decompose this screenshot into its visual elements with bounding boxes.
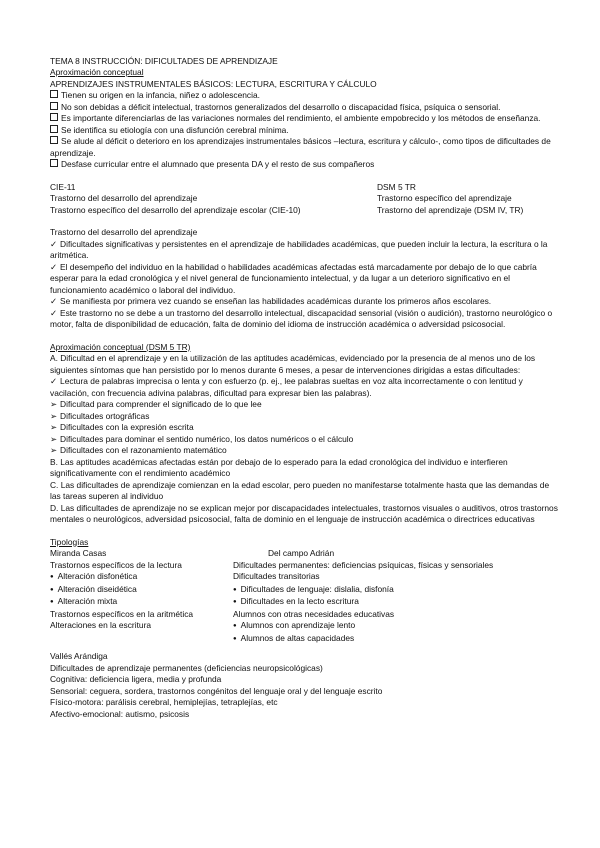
dsm-arrow-item: ➢ Dificultades con la expresión escrita [50, 422, 562, 434]
miranda-casas-item [50, 633, 233, 646]
miranda-casas-item: Trastornos específicos de la lectura [50, 559, 182, 570]
list-item: Tienen su origen en la infancia, niñez o adolescencia. [50, 90, 562, 102]
del-campo-item: ● Dificultades de lenguaje: dislalia, disfonía [233, 584, 562, 597]
tipologias-header-row [50, 548, 562, 560]
del-campo-item: Dificultades transitorias [233, 571, 320, 581]
tipologias-row [50, 596, 562, 609]
dsm-criterion-b: B. Las aptitudes académicas afectadas están por debajo de lo esperado para la edad cronológica del individuo e interfieren significativamente con el rendimiento académico [50, 456, 508, 478]
cie-heading: CIE-11 [50, 181, 76, 192]
tda-item: ✓ Este trastorno no se debe a un trastorno del desarrollo intelectual, discapacidad sensorial (visión o audición), trastorno neurológico o motor, falta de disponibilidad de educación, falta de dominio del idioma de instrucción académica o adversidad psicosocial. [50, 308, 562, 331]
dsm-arrow-item: ➢ Dificultades con el razonamiento matemático [50, 445, 562, 457]
list-item: Se identifica su etiología con una disfunción cerebral mínima. [50, 125, 562, 137]
tipologias-heading: Tipologías [50, 536, 89, 547]
checkbox-square-icon [50, 159, 58, 167]
tda-item: ✓ El desempeño del individuo en la habilidad o habilidades académicas afectadas está marcadamente por debajo de lo que cabría esperar para la edad cronológica y el nivel general de funcionamiento intelectual, y da lugar a un deterioro significativo en el funcionamiento académico o laboral del individuo. [50, 262, 562, 297]
dsm-row: Trastorno específico del aprendizaje [377, 193, 512, 203]
del-campo-item: ● Dificultades en la lecto escritura [233, 596, 562, 609]
dsm-arrow-item: ➢ Dificultades para dominar el sentido numérico, los datos numéricos o el cálculo [50, 434, 562, 446]
tipologias-row [50, 584, 562, 597]
del-campo-item: ● Alumnos de altas capacidades [233, 633, 562, 646]
miranda-casas-item: Trastornos específicos en la aritmética [50, 608, 194, 619]
valles-item: Físico-motora: parálisis cerebral, hemiplejías, tetraplejías, etc [50, 697, 278, 707]
tda-item: ✓ Dificultades significativas y persistentes en el aprendizaje de habilidades académicas, que pueden incluir la lectura, la escritura o la aritmética. [50, 239, 562, 262]
document-page [50, 56, 562, 720]
list-item: Es importante diferenciarlas de las variaciones normales del rendimiento, el ambiente empobrecido y los métodos de enseñanza. [50, 113, 562, 125]
cie-row: Trastorno del desarrollo del aprendizaje [50, 193, 198, 203]
tipologias-row [50, 609, 562, 621]
miranda-casas-item: ● Alteración diseidética [50, 584, 233, 597]
checkbox-square-icon [50, 90, 58, 98]
miranda-casas-item: ● Alteración mixta [50, 596, 233, 609]
del-campo-item: Dificultades permanentes: deficiencias psíquicas, físicas y sensoriales [233, 559, 494, 570]
classification-table [50, 182, 562, 217]
tipologias-row [50, 571, 562, 584]
dsm-arrow-item: ➢ Dificultad para comprender el significado de lo que lee [50, 399, 562, 411]
dsm-criterion-d: D. Las dificultades de aprendizaje no se explican mejor por discapacidades intelectuales, trastornos visuales o auditivos, otros trastornos mentales o neurológicos, adversidad psicosocial, falta de dominio en el lenguaje de instrucción académica o directrices educativas [50, 502, 558, 524]
dsm-check-item: ✓ Lectura de palabras imprecisa o lenta y con esfuerzo (p. ej., lee palabras sueltas en voz alta incorrectamente o con lentitud y vacilación, con frecuencia adivina palabras, dificultad para expresar bien las palabras). [50, 376, 562, 399]
dsm-section-heading: Aproximación conceptual (DSM 5 TR) [50, 341, 191, 352]
miranda-casas-item: Alteraciones en la escritura [50, 620, 152, 630]
valles-item: Afectivo-emocional: autismo, psicosis [50, 708, 190, 719]
del-campo-heading: Del campo Adrián [268, 548, 335, 558]
cie-row: Trastorno específico del desarrollo del aprendizaje escolar (CIE-10) [50, 204, 301, 215]
intro-heading: Aproximación conceptual [50, 67, 144, 77]
instrumental-heading: APRENDIZAJES INSTRUMENTALES BÁSICOS: LECTURA, ESCRITURA Y CÁLCULO [50, 78, 377, 89]
dsm-arrow-item: ➢ Dificultades ortográficas [50, 411, 562, 423]
valles-heading: Vallés Arándiga [50, 651, 108, 661]
checkbox-square-icon [50, 136, 58, 144]
instrumental-list [50, 90, 562, 171]
tipologias-row [50, 620, 562, 633]
del-campo-item: ● Alumnos con aprendizaje lento [233, 620, 562, 633]
list-item: No son debidas a déficit intelectual, trastornos generalizados del desarrollo o discapacidad física, psíquica o sensorial. [50, 102, 562, 114]
tipologias-row [50, 633, 562, 646]
checkbox-square-icon [50, 102, 58, 110]
tipologias-rows [50, 560, 562, 646]
valles-item: Dificultades de aprendizaje permanentes (deficiencias neuropsicológicas) [50, 662, 323, 673]
miranda-casas-item: ● Alteración disfonética [50, 571, 233, 584]
list-item: Desfase curricular entre el alumnado que presenta DA y el resto de sus compañeros [50, 159, 562, 171]
valles-item: Cognitiva: deficiencia ligera, media y profunda [50, 674, 222, 684]
tda-heading: Trastorno del desarrollo del aprendizaje [50, 227, 198, 237]
list-item: Se alude al déficit o deterioro en los aprendizajes instrumentales básicos –lectura, escritura y cálculo-, como tipos de dificultades de aprendizaje. [50, 136, 551, 158]
valles-item: Sensorial: ceguera, sordera, trastornos congénitos del lenguaje oral y del lenguaje escrito [50, 685, 383, 696]
document-title: TEMA 8 INSTRUCCIÓN: DIFICULTADES DE APRENDIZAJE [50, 56, 278, 66]
tipologias-row [50, 560, 562, 572]
miranda-casas-heading: Miranda Casas [50, 548, 107, 558]
dsm-criterion-c: C. Las dificultades de aprendizaje comienzan en la edad escolar, pero pueden no manifestarse totalmente hasta que las demandas de las tareas superen al individuo [50, 479, 550, 501]
dsm-criterion-a: A. Dificultad en el aprendizaje y en la utilización de las aptitudes académicas, evidenciado por la presencia de al menos uno de los siguientes síntomas que han persistido por lo menos durante 6 meses, a pesar de intervenciones dirigidas a estas dificultades: [50, 353, 536, 375]
tda-item: ✓ Se manifiesta por primera vez cuando se enseñan las habilidades académicas durante los primeros años escolares. [50, 296, 562, 308]
checkbox-square-icon [50, 113, 58, 121]
del-campo-item: Alumnos con otras necesidades educativas [233, 608, 395, 619]
dsm-row: Trastorno del aprendizaje (DSM IV, TR) [377, 204, 524, 215]
dsm-heading: DSM 5 TR [377, 181, 416, 192]
checkbox-square-icon [50, 125, 58, 133]
